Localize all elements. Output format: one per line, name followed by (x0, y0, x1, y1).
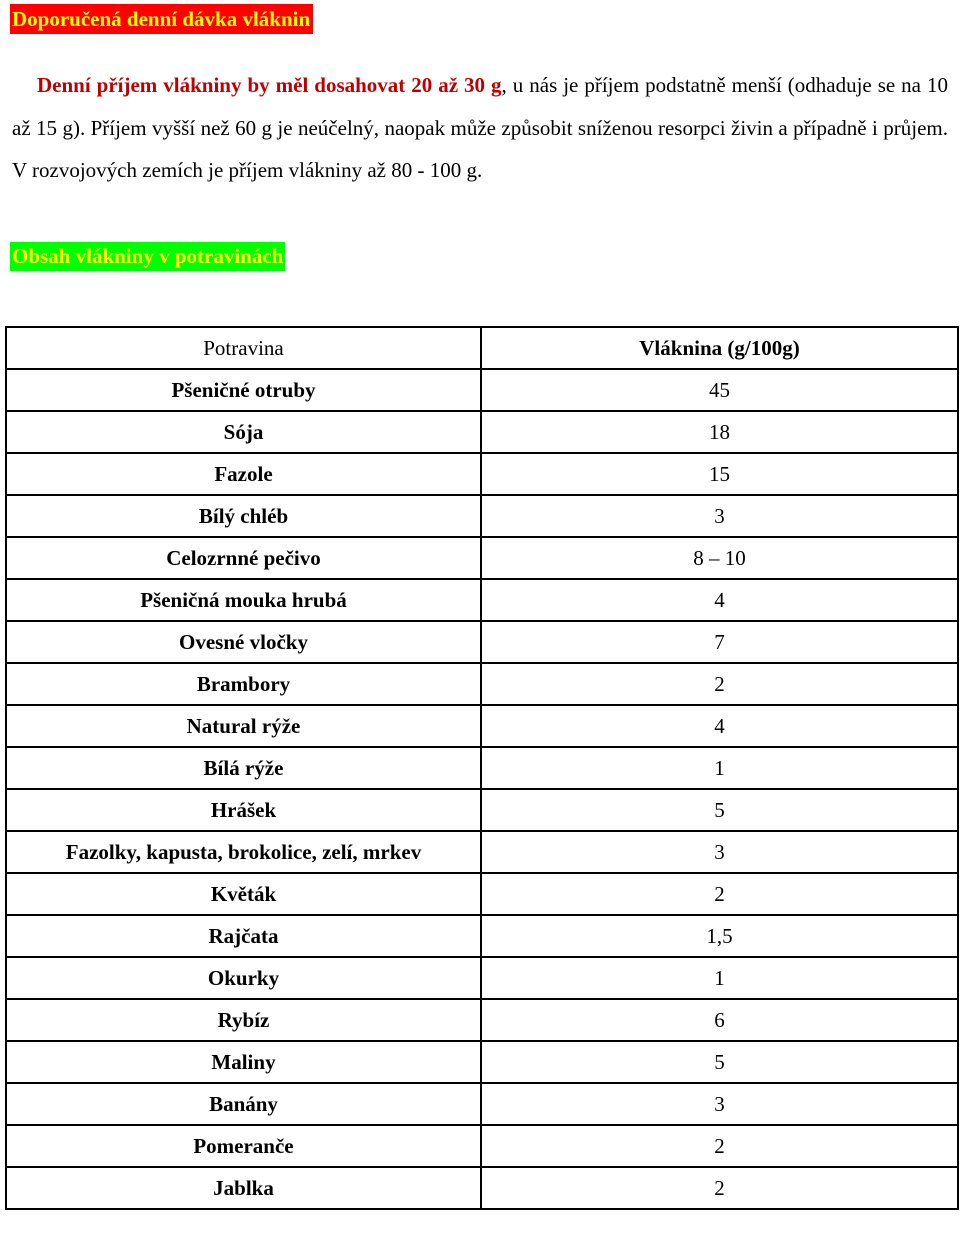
table-row (6, 1041, 958, 1083)
food-name-cell: Rybíz (6, 999, 481, 1041)
food-name-cell: Fazolky, kapusta, brokolice, zelí, mrkev (6, 831, 481, 873)
food-name-cell: Jablka (6, 1167, 481, 1209)
table-row (6, 915, 958, 957)
fiber-value-cell: 4 (481, 579, 958, 621)
food-name-cell: Banány (6, 1083, 481, 1125)
fiber-value-cell: 6 (481, 999, 958, 1041)
food-name-cell: Pšeničné otruby (6, 369, 481, 411)
food-name-cell: Celozrnné pečivo (6, 537, 481, 579)
food-name-cell: Brambory (6, 663, 481, 705)
table-row (6, 831, 958, 873)
fiber-value-cell: 8 – 10 (481, 537, 958, 579)
table-row (6, 369, 958, 411)
table-row (6, 999, 958, 1041)
intro-text: , u nás je příjem podstatně menší (odhaduje se na 10 až 15 g). Příjem vyšší než 60 g je neúčelný, naopak může způsobit sníženou resorpci živin a případně i průjem. V rozvojových zemích je příjem vlákniny až 80 - 100 g. (12, 73, 948, 182)
fiber-value-cell: 3 (481, 1083, 958, 1125)
table-row (6, 537, 958, 579)
table-row (6, 663, 958, 705)
food-name-cell: Květák (6, 873, 481, 915)
table-row (6, 621, 958, 663)
section-heading-fiber-content: Obsah vlákniny v potravinách (10, 242, 285, 271)
table-row (6, 411, 958, 453)
fiber-value-cell: 3 (481, 495, 958, 537)
fiber-value-cell: 1 (481, 957, 958, 999)
fiber-value-cell: 1 (481, 747, 958, 789)
table-row (6, 747, 958, 789)
food-name-cell: Okurky (6, 957, 481, 999)
header-fiber: Vláknina (g/100g) (481, 327, 958, 369)
fiber-value-cell: 2 (481, 663, 958, 705)
table-row (6, 453, 958, 495)
table-row (6, 1167, 958, 1209)
fiber-value-cell: 2 (481, 873, 958, 915)
fiber-value-cell: 2 (481, 1125, 958, 1167)
table-row (6, 957, 958, 999)
header-food: Potravina (6, 327, 481, 369)
table-row (6, 1125, 958, 1167)
food-name-cell: Sója (6, 411, 481, 453)
fiber-value-cell: 3 (481, 831, 958, 873)
table-header-row (6, 327, 958, 369)
food-name-cell: Pomeranče (6, 1125, 481, 1167)
food-name-cell: Fazole (6, 453, 481, 495)
food-name-cell: Maliny (6, 1041, 481, 1083)
fiber-value-cell: 4 (481, 705, 958, 747)
fiber-value-cell: 18 (481, 411, 958, 453)
fiber-value-cell: 2 (481, 1167, 958, 1209)
fiber-content-table (5, 326, 959, 1210)
food-name-cell: Natural rýže (6, 705, 481, 747)
food-name-cell: Ovesné vločky (6, 621, 481, 663)
food-name-cell: Bílá rýže (6, 747, 481, 789)
table-row (6, 705, 958, 747)
food-name-cell: Pšeničná mouka hrubá (6, 579, 481, 621)
table-row (6, 579, 958, 621)
fiber-value-cell: 5 (481, 789, 958, 831)
intro-paragraph (12, 64, 948, 192)
food-name-cell: Bílý chléb (6, 495, 481, 537)
table-row (6, 495, 958, 537)
food-name-cell: Hrášek (6, 789, 481, 831)
food-name-cell: Rajčata (6, 915, 481, 957)
fiber-value-cell: 5 (481, 1041, 958, 1083)
fiber-value-cell: 1,5 (481, 915, 958, 957)
fiber-value-cell: 7 (481, 621, 958, 663)
section-heading-recommended-dose: Doporučená denní dávka vláknin (10, 4, 313, 34)
intro-highlight: Denní příjem vlákniny by měl dosahovat 20 až 30 g (37, 73, 502, 97)
table-row (6, 1083, 958, 1125)
table-row (6, 789, 958, 831)
table-row (6, 873, 958, 915)
fiber-value-cell: 15 (481, 453, 958, 495)
fiber-value-cell: 45 (481, 369, 958, 411)
